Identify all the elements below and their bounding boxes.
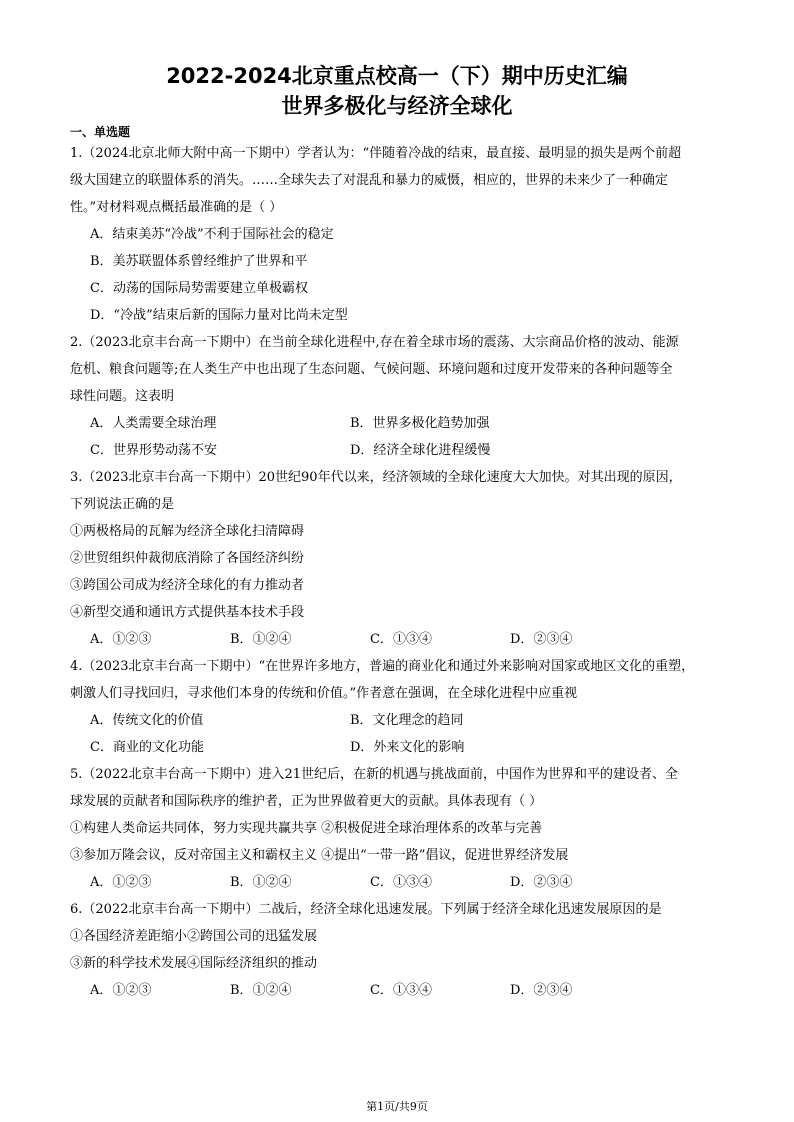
option-a: A．①②③ — [90, 632, 152, 647]
option-c: C．商业的文化功能 — [90, 740, 204, 755]
question-text: 6.（2022北京丰台高一下期中）二战后，经济全球化迅速发展。下列属于经济全球化迅速发展原因的是 — [70, 902, 662, 917]
option-d: D．②③④ — [510, 632, 573, 647]
question-4 — [70, 653, 724, 761]
question-1 — [70, 140, 724, 329]
option-a: A．①②③ — [90, 875, 152, 890]
option-row — [70, 869, 724, 896]
question-text: 级大国建立的联盟体系的消失。……全球失去了对混乱和暴力的威慑，相应的，世界的未来少了一种确定 — [70, 173, 669, 188]
question-text: 下列说法正确的是 — [70, 497, 175, 512]
statement: ①构建人类命运共同体，努力实现共赢共享 ②积极促进全球治理体系的改革与完善 — [70, 821, 543, 836]
option-row — [70, 977, 724, 1004]
option-row — [70, 734, 724, 761]
option-a: A．传统文化的价值 — [90, 713, 204, 728]
option-d: D．②③④ — [510, 983, 573, 998]
option-a: A．结束美苏“冷战”不利于国际社会的稳定 — [90, 227, 334, 242]
section-heading: 一、单选题 — [70, 125, 131, 139]
question-text: 危机、粮食问题等;在人类生产中也出现了生态问题、气候问题、环境问题和过度开发带来的各种问题等全 — [70, 362, 673, 377]
option-d: D．经济全球化进程缓慢 — [350, 443, 491, 458]
option-row — [70, 410, 724, 437]
option-b: B．①②④ — [230, 875, 292, 890]
option-c: C．动荡的国际局势需要建立单极霸权 — [90, 281, 308, 296]
question-text: 4.（2023北京丰台高一下期中）“在世界许多地方，普遍的商业化和通过外来影响对国家或地区文化的重塑， — [70, 659, 695, 674]
statement: ③新的科学技术发展④国际经济组织的推动 — [70, 956, 318, 971]
option-row — [70, 437, 724, 464]
option-b: B．世界多极化趋势加强 — [350, 416, 490, 431]
question-2 — [70, 329, 724, 464]
option-b: B．①②④ — [230, 983, 292, 998]
question-text: 1.（2024北京北师大附中高一下期中）学者认为：“伴随着冷战的结束，最直接、最明显的损失是两个前超 — [70, 146, 682, 161]
question-text: 刺激人们寻找回归，寻求他们本身的传统和价值。”作者意在强调，在全球化进程中应重视 — [70, 686, 578, 701]
option-d: D．外来文化的影响 — [350, 740, 465, 755]
option-c: C．①③④ — [370, 983, 432, 998]
question-5 — [70, 761, 724, 896]
question-text: 2.（2023北京丰台高一下期中）在当前全球化进程中,存在着全球市场的震荡、大宗商品价格的波动、能源 — [70, 335, 679, 350]
statement: ③跨国公司成为经济全球化的有力推动者 — [70, 578, 305, 593]
statement: ②世贸组织仲裁彻底消除了各国经济纠纷 — [70, 551, 305, 566]
option-b: B．①②④ — [230, 632, 292, 647]
question-list — [70, 140, 724, 1004]
option-row — [70, 626, 724, 653]
option-c: C．世界形势动荡不安 — [90, 443, 217, 458]
question-6 — [70, 896, 724, 1004]
option-b: B．美苏联盟体系曾经维护了世界和平 — [90, 254, 308, 269]
option-a: A．①②③ — [90, 983, 152, 998]
question-3 — [70, 464, 724, 653]
statement: ③参加万隆会议，反对帝国主义和霸权主义 ④提出“一带一路”倡议，促进世界经济发展 — [70, 848, 569, 863]
document-title: 2022-2024北京重点校高一（下）期中历史汇编 — [166, 64, 628, 88]
statement: ④新型交通和通讯方式提供基本技术手段 — [70, 605, 305, 620]
question-text: 3.（2023北京丰台高一下期中）20世纪90年代以来，经济领域的全球化速度大大加快。对其出现的原因， — [70, 470, 682, 485]
statement: ①两极格局的瓦解为经济全球化扫清障碍 — [70, 524, 305, 539]
option-c: C．①③④ — [370, 632, 432, 647]
statement: ①各国经济差距缩小②跨国公司的迅猛发展 — [70, 929, 318, 944]
option-c: C．①③④ — [370, 875, 432, 890]
page-number: 第1页/共9页 — [366, 1100, 428, 1113]
option-d: D．“冷战”结束后新的国际力量对比尚未定型 — [90, 308, 348, 323]
option-d: D．②③④ — [510, 875, 573, 890]
question-text: 球发展的贡献者和国际秩序的维护者，正为世界做着更大的贡献。具体表现有（ ） — [70, 794, 543, 809]
option-row — [70, 707, 724, 734]
option-a: A．人类需要全球治理 — [90, 416, 217, 431]
question-text: 性。”对材料观点概括最准确的是（ ） — [70, 200, 283, 215]
option-b: B．文化理念的趋同 — [350, 713, 464, 728]
question-text: 球性问题。这表明 — [70, 389, 175, 404]
question-text: 5.（2022北京丰台高一下期中）进入21世纪后，在新的机遇与挑战面前，中国作为世界和平的建设者、全 — [70, 767, 679, 782]
document-subtitle: 世界多极化与经济全球化 — [281, 94, 513, 118]
